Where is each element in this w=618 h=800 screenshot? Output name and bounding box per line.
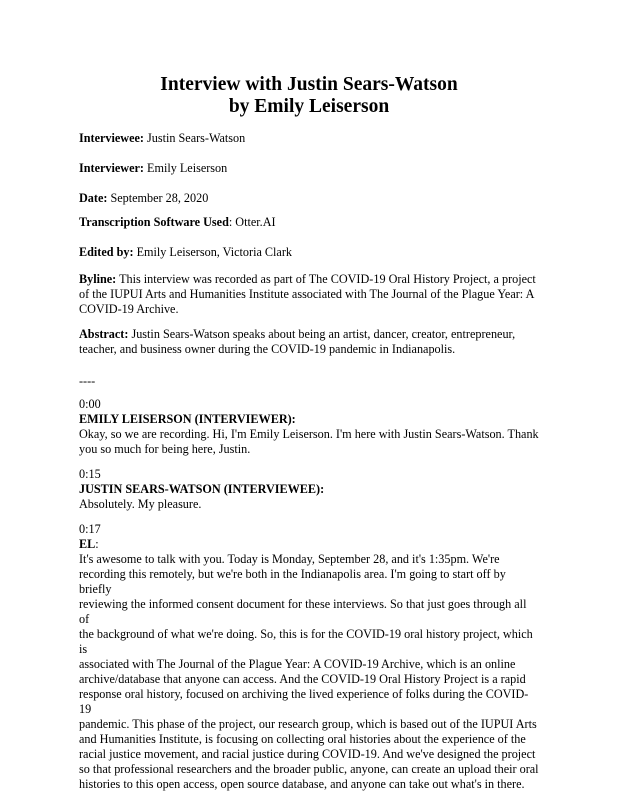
turn-line: histories to this open access, open source database, and anyone can take out what's in there. xyxy=(79,777,525,791)
byline-line-2: of the IUPUI Arts and Humanities Institute associated with The Journal of the Plague Year: A xyxy=(79,287,535,301)
timestamp: 0:17 xyxy=(79,522,101,536)
separator: ---- xyxy=(79,374,96,388)
timestamp: 0:15 xyxy=(79,467,101,481)
software-label: Transcription Software Used xyxy=(79,215,229,229)
title-line-1: Interview with Justin Sears-Watson xyxy=(160,74,458,95)
transcript-turn-3 xyxy=(79,522,539,792)
byline-label: Byline: xyxy=(79,272,117,286)
turn-line: and Humanities Institute, is focusing on collecting oral histories about the experience of the xyxy=(79,732,526,746)
turn-line: racial justice movement, and racial justice during COVID-19. And we've designed the project xyxy=(79,747,536,761)
abstract-line-2: teacher, and business owner during the COVID-19 pandemic in Indianapolis. xyxy=(79,342,456,356)
byline-line-3: COVID-19 Archive. xyxy=(79,302,179,316)
transcript-turn-1 xyxy=(79,397,539,457)
speaker-line xyxy=(79,537,539,552)
turn-line: pandemic. This phase of the project, our research group, which is based out of the IUPUI Arts xyxy=(79,717,537,731)
speaker-suffix: : xyxy=(95,537,99,551)
turn-line: Okay, so we are recording. Hi, I'm Emily Leiserson. I'm here with Justin Sears-Watson. Thank xyxy=(79,427,539,441)
software-line xyxy=(79,215,539,230)
edited-label: Edited by: xyxy=(79,245,134,259)
turn-line: It's awesome to talk with you. Today is Monday, September 28, and it's 1:35pm. We're xyxy=(79,552,500,566)
abstract-line-1: Abstract: Justin Sears-Watson speaks about being an artist, dancer, creator, entrepreneur, xyxy=(79,327,516,341)
interviewer-label: Interviewer: xyxy=(79,161,144,175)
turn-line: archive/database that anyone can access. And the COVID-19 Oral History Project is a rapid xyxy=(79,672,526,686)
abstract-label: Abstract: xyxy=(79,327,129,341)
interviewee-value: Justin Sears-Watson xyxy=(143,131,246,145)
turn-line: the background of what we're doing. So, this is for the COVID-19 oral history project, which is xyxy=(79,627,533,656)
speaker-name: JUSTIN SEARS-WATSON (INTERVIEWEE): xyxy=(79,482,325,496)
transcript-turn-2 xyxy=(79,467,539,512)
title-line-2: by Emily Leiserson xyxy=(228,96,390,117)
date-line xyxy=(79,191,539,206)
interviewee-label: Interviewee: xyxy=(79,131,144,145)
abstract-paragraph xyxy=(79,327,539,357)
date-value: September 28, 2020 xyxy=(107,191,209,205)
byline-line-1: Byline: This interview was recorded as part of The COVID-19 Oral History Project, a project xyxy=(79,272,536,286)
byline-paragraph xyxy=(79,272,539,317)
speaker-name: EMILY LEISERSON (INTERVIEWER): xyxy=(79,412,296,426)
edited-value: Emily Leiserson, Victoria Clark xyxy=(133,245,292,259)
turn-line: Absolutely. My pleasure. xyxy=(79,497,202,511)
turn-line: response oral history, focused on archiving the lived experience of folks during the COVID-19 xyxy=(79,687,529,716)
turn-line: associated with The Journal of the Plague Year: A COVID-19 Archive, which is an online xyxy=(79,657,516,671)
turn-line: so that professional researchers and the broader public, anyone, can create an upload their oral xyxy=(79,762,539,776)
interviewer-line xyxy=(79,161,539,176)
turn-line: you so much for being here, Justin. xyxy=(79,442,251,456)
speaker-name: EL xyxy=(79,537,96,551)
software-value: : Otter.AI xyxy=(228,215,276,229)
interviewee-line xyxy=(79,131,539,146)
turn-line: recording this remotely, but we're both in the Indianapolis area. I'm going to start off by briefly xyxy=(79,567,506,596)
turn-line: reviewing the informed consent document for these interviews. So that just goes through all of xyxy=(79,597,527,626)
edited-line xyxy=(79,245,539,260)
timestamp: 0:00 xyxy=(79,397,101,411)
date-label: Date: xyxy=(79,191,108,205)
interviewer-value: Emily Leiserson xyxy=(143,161,228,175)
